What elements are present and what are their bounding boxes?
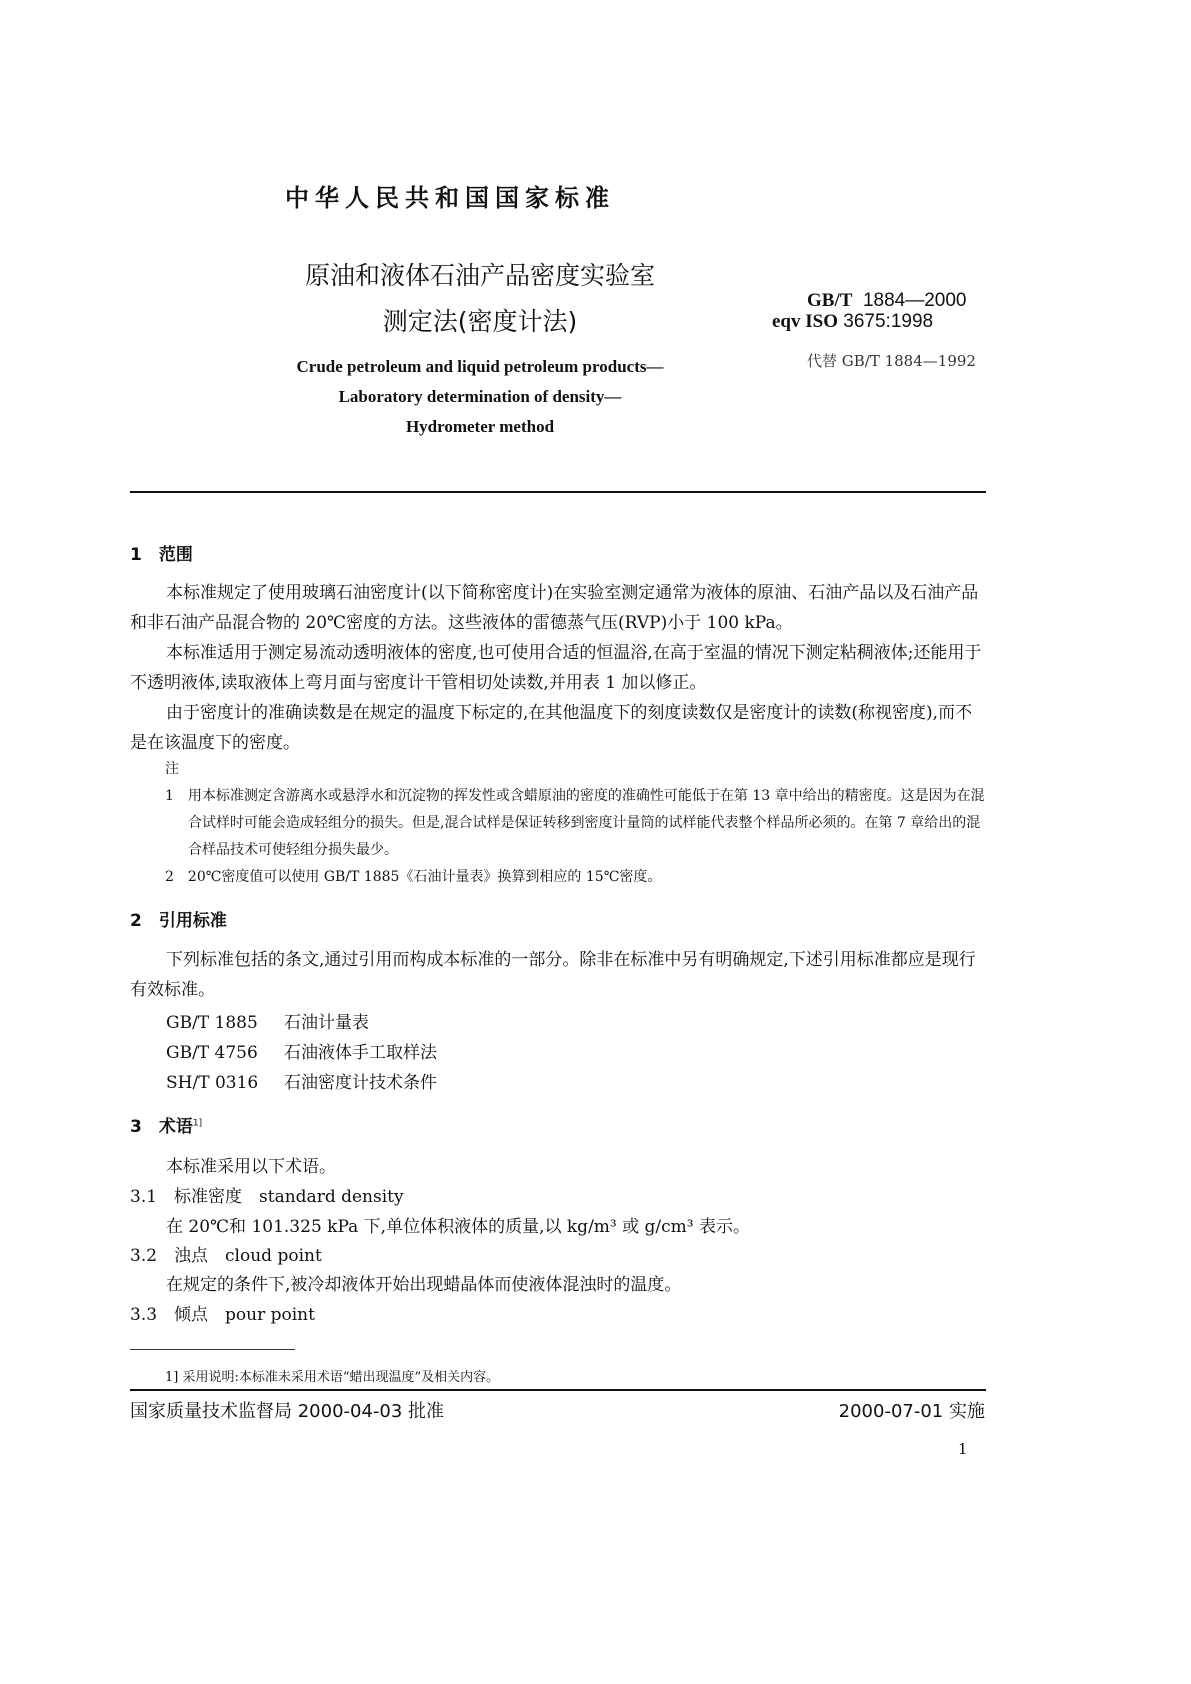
replaces-code: 代替 GB/T 1884—1992	[807, 352, 976, 370]
header-divider	[130, 491, 986, 493]
section-1-title: 1 范围	[130, 545, 193, 565]
footnote-divider	[130, 1349, 295, 1350]
section-2-title: 2 引用标准	[130, 911, 227, 931]
term-3-2: 3.2 浊点 cloud point	[130, 1246, 322, 1266]
section-3-title: 3 术语$^{1]}$	[130, 1117, 203, 1137]
title-cn-line1: 原油和液体石油产品密度实验室	[304, 261, 655, 290]
section-3-intro: 本标准采用以下术语。	[166, 1157, 336, 1177]
term-3-3: 3.3 倾点 pour point	[130, 1305, 315, 1325]
national-standard-heading: 中华人民共和国国家标准	[285, 184, 615, 212]
notes: 注 1 用本标准测定含游离水或悬浮水和沉淀物的挥发性或含蜡原油的密度的准确性可能低于在第 13 章中给出的精密度。这是因为在混合试样时可能会造成轻组分的损失。但是,混合试样是保证转移到密度计量筒的试样能代表整个样品所必须的。在第 7 章给出的混合样品技术可使轻组分损失最少。 2 20℃密度值可以使用 GB/T 1885《石油计量表》换算到相应的 15℃密度。	[165, 761, 985, 885]
title-en-line1: Crude petroleum and liquid petroleum products—	[296, 357, 664, 376]
effective-date: 2000-07-01 实施	[838, 1401, 985, 1422]
footnote: 1] 采用说明:本标准未采用术语“蜡出现温度”及相关内容。	[165, 1370, 500, 1385]
footer-divider	[130, 1389, 986, 1391]
page-number: 1	[958, 1440, 968, 1458]
term-3-1: 3.1 标准密度 standard density	[130, 1187, 404, 1207]
title-en-line2: Laboratory determination of density—	[338, 387, 622, 406]
equivalent-code: eqv ISO 3675:1998	[772, 311, 934, 332]
term-3-1-definition: 在 20℃和 101.325 kPa 下,单位体积液体的质量,以 kg/m³ 或 g/cm³ 表示。	[166, 1217, 751, 1237]
term-3-2-definition: 在规定的条件下,被冷却液体开始出现蜡晶体而使液体混浊时的温度。	[166, 1275, 682, 1295]
reference-item: SH/T 0316 石油密度计技术条件	[166, 1073, 437, 1093]
reference-item: GB/T 4756 石油液体手工取样法	[166, 1043, 437, 1063]
standard-code: GB/T 1884—2000	[807, 290, 967, 311]
section-2-body: 下列标准包括的条文,通过引用而构成本标准的一部分。除非在标准中另有明确规定,下述引用标准都应是现行有效标准。	[130, 950, 976, 1000]
approval-date: 国家质量技术监督局 2000-04-03 批准	[130, 1401, 445, 1422]
title-cn-line2: 测定法(密度计法)	[382, 307, 578, 336]
reference-item: GB/T 1885 石油计量表	[166, 1013, 369, 1033]
title-en-line3: Hydrometer method	[405, 417, 555, 436]
section-1-body: 本标准规定了使用玻璃石油密度计(以下简称密度计)在实验室测定通常为液体的原油、石油产品以及石油产品和非石油产品混合物的 20℃密度的方法。这些液体的雷德蒸气压(RVP)小于 100 kPa。 本标准适用于测定易流动透明液体的密度,也可使用合适的恒温浴,在高于室温的情况下测定粘稠液体;还能用于不透明液体,读取液体上弯月面与密度计干管相切处读数,并用表 1 加以修正。 由于密度计的准确读数是在规定的温度下标定的,在其他温度下的刻度读数仅是密度计的读数(称视密度),而不是在该温度下的密度。	[130, 583, 982, 753]
